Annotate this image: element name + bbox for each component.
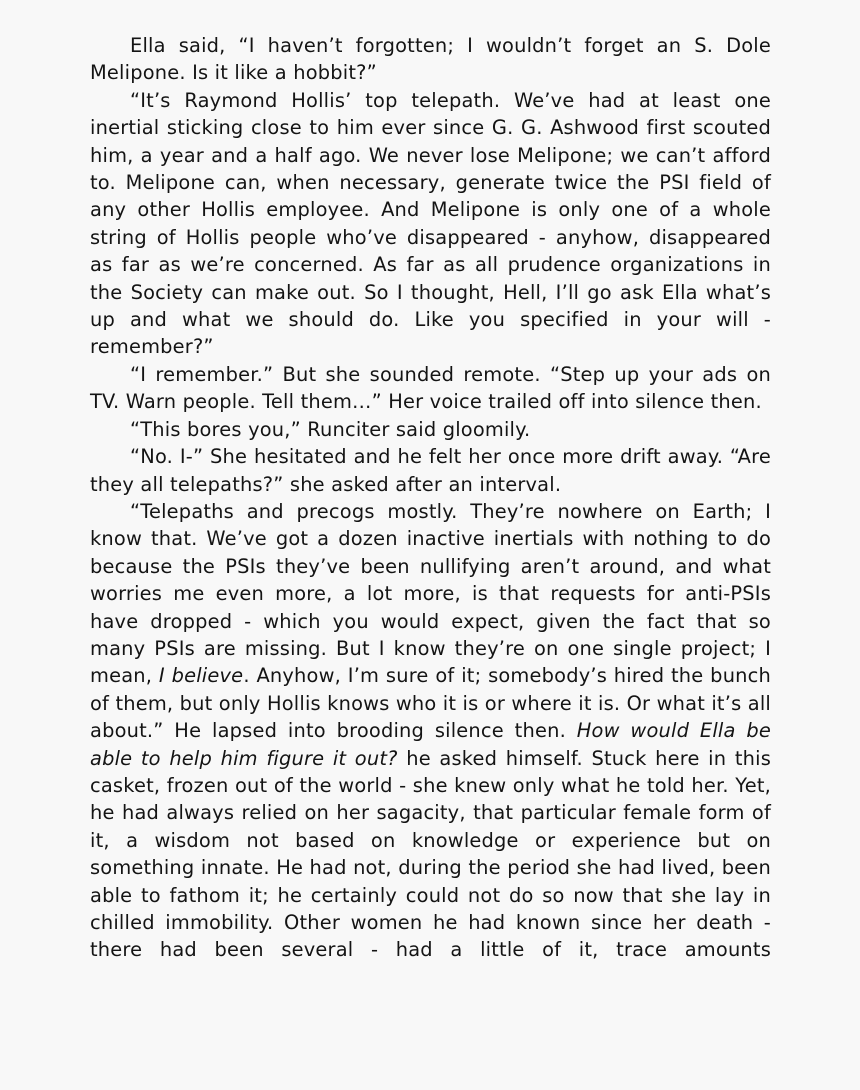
text-run: he asked himself. Stuck here in this casket, frozen out of the world - she knew only what he told her. Yet, he had always relied on her sagacity, that particular female form of it, a wisdom not based on knowledge or experience but on something innate. He had not, during the period she had lived, been able to fathom it; he certainly could not do so now that she lay in chilled immobility. Other women he had known since her death - there had been several - had a little of it, trace amounts	[90, 746, 771, 962]
paragraph-2	[90, 87, 771, 361]
paragraph-6	[90, 498, 771, 964]
text-run: . Anyhow, I’m sure of it; somebody’s hired the bunch of them, but only Hollis knows who it is or where it is. Or what it’s all about.” He lapsed into brooding silence then.	[90, 664, 771, 743]
paragraph-5: “No. I-” She hesitated and he felt her once more drift away. “Are they all telepaths?” she asked after an interval.	[90, 445, 771, 496]
body-text-column	[90, 32, 771, 964]
paragraph-3: “I remember.” But she sounded remote. “Step up your ads on TV. Warn people. Tell them…” Her voice trailed off into silence then.	[90, 362, 771, 414]
italic-emphasis-i-believe: I believe	[158, 664, 244, 688]
italic-inner-thought: How would Ella be able to help him figure it out?	[90, 719, 772, 770]
paragraph-1: Ella said, “I haven’t forgotten; I wouldn’t forget an S. Dole Melipone. Is it like a hobbit?”	[90, 34, 771, 85]
text-run: “It’s Raymond Hollis’ top telepath. We’ve had at least one inertial sticking close to him ever since G. G. Ashwood first scouted him, a year and a half ago. We never lose Melipone; we can’t afford to. Melipone can, when necessary, generate twice the PSI field of any other Hollis employee. And Melipone is only one of a whole string of Hollis people who’ve disappeared - anyhow, disappeared as far as we’re concerned. As far as all prudence organizations in the Society can make out. So I thought, Hell, I’ll go ask Ella what’s up and what we should do. Like you specified in your will - remember?”	[90, 88, 771, 359]
paragraph-4: “This bores you,” Runciter said gloomily.	[130, 417, 531, 441]
text-run: “Telepaths and precogs mostly. They’re nowhere on Earth; I know that. We’ve got a dozen inactive inertials with nothing to do because the PSIs they’ve been nullifying aren’t around, and what worries me even more, a lot more, is that requests for anti-PSIs have dropped - which you would expect, given the fact that so many PSIs are missing. But I know they’re on one single project; I mean,	[90, 499, 771, 688]
